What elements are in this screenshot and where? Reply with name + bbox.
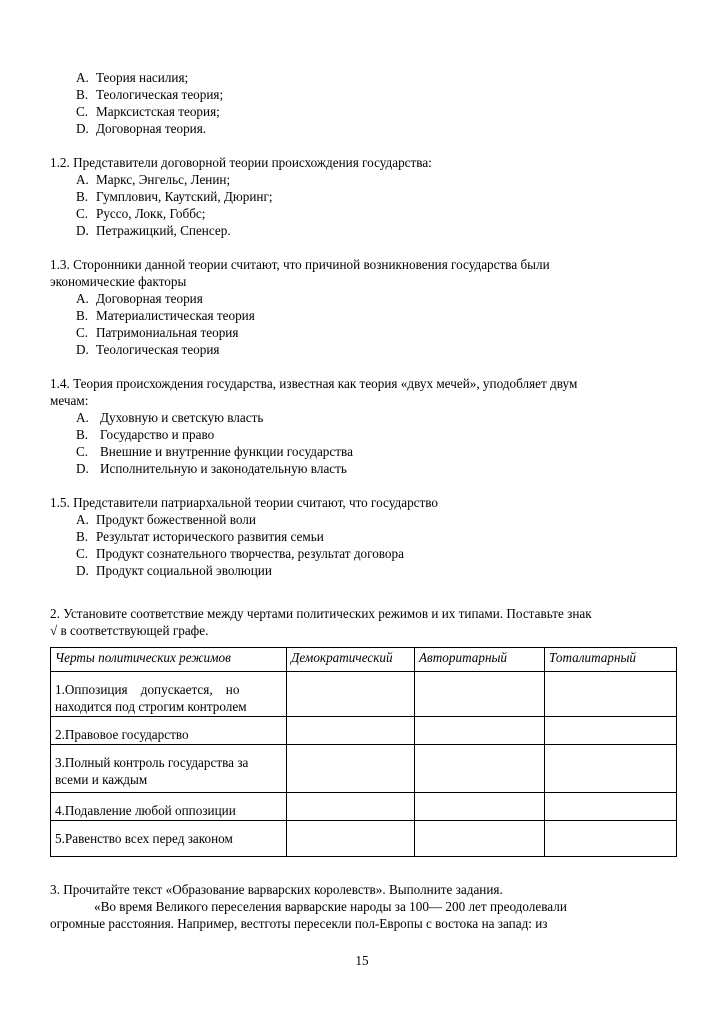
option-letter: D. [76,461,89,476]
cell-text: 5.Равенство всех перед законом [55,831,233,846]
matching-table [50,647,677,857]
cell-text: 3.Полный контроль государства за [55,755,249,770]
table-row [51,745,677,793]
option-text: Продукт социальной эволюции [96,563,272,578]
table-row [51,793,677,821]
cell-text: 2.Правовое государство [55,727,189,742]
paragraph-text: огромные расстояния. Например, вестготы пересекли пол-Европы с востока на запад: из [50,916,548,931]
table-row [51,821,677,857]
answer-cell[interactable] [545,821,677,857]
option-text: Руссо, Локк, Гоббс; [96,206,206,221]
option-text: Государство и право [100,427,215,442]
option-letter: A. [76,172,89,187]
question-text: 2. Установите соответствие между чертами политических режимов и их типами. Поставьте знак [50,606,592,621]
paragraph-text: «Во время Великого переселения варварские народы за 100— 200 лет преодолевали [94,899,567,914]
table-cell-criterion [51,717,287,745]
cell-text: 1.Оппозиция допускается, но [55,682,240,697]
answer-cell[interactable] [545,672,677,717]
answer-cell[interactable] [287,821,415,857]
table-cell-criterion [51,821,287,857]
table-cell-criterion [51,793,287,821]
option-text: Материалистическая теория [96,308,255,323]
question-text: экономические факторы [50,274,187,289]
option-letter: A. [76,70,89,85]
table-row [51,717,677,745]
table-header-cell: Тоталитарный [545,648,677,672]
option-letter: A. [76,410,89,425]
option-letter: D. [76,342,89,357]
table-header-row [51,648,677,672]
table-cell-criterion [51,672,287,717]
question-text: 3. Прочитайте текст «Образование варварских королевств». Выполните задания. [50,882,503,897]
question-text: 1.3. Сторонники данной теории считают, что причиной возникновения государства были [50,257,550,272]
option-letter: C. [76,104,89,119]
answer-cell[interactable] [545,745,677,793]
page-number: 15 [355,953,369,968]
question-text: 1.2. Представители договорной теории происхождения государства: [50,155,432,170]
answer-cell[interactable] [287,745,415,793]
option-letter: A. [76,512,89,527]
option-letter: B. [76,87,89,102]
option-letter: D. [76,121,89,136]
option-letter: C. [76,325,89,340]
table-row [51,672,677,717]
option-letter: B. [76,427,89,442]
table-header-cell: Авторитарный [415,648,545,672]
option-text: Теория насилия; [96,70,189,85]
answer-cell[interactable] [415,821,545,857]
option-text: Договорная теория. [96,121,207,136]
answer-cell[interactable] [415,717,545,745]
answer-cell[interactable] [415,793,545,821]
answer-cell[interactable] [287,672,415,717]
option-text: Теологическая теория [96,342,220,357]
option-text: Договорная теория [96,291,203,306]
cell-text: всеми и каждым [55,772,148,787]
cell-text: 4.Подавление любой оппозиции [55,803,236,818]
answer-cell[interactable] [287,717,415,745]
answer-cell[interactable] [545,793,677,821]
question-text: 1.5. Представители патриархальной теории считают, что государство [50,495,439,510]
option-letter: D. [76,563,89,578]
option-letter: B. [76,189,89,204]
option-text: Продукт божественной воли [96,512,256,527]
option-letter: A. [76,291,89,306]
option-text: Марксистская теория; [96,104,220,119]
cell-text: находится под строгим контролем [55,699,247,714]
answer-cell[interactable] [287,793,415,821]
question-text: √ в соответствующей графе. [50,623,209,638]
answer-cell[interactable] [415,672,545,717]
option-text: Духовную и светскую власть [100,410,264,425]
option-text: Теологическая теория; [96,87,224,102]
answer-cell[interactable] [415,745,545,793]
option-text: Результат исторического развития семьи [96,529,324,544]
option-letter: C. [76,546,89,561]
option-text: Внешние и внутренние функции государства [100,444,353,459]
option-letter: D. [76,223,89,238]
table-header-cell: Черты политических режимов [51,648,287,672]
option-letter: C. [76,444,89,459]
option-text: Петражицкий, Спенсер. [96,223,231,238]
option-text: Исполнительную и законодательную власть [100,461,347,476]
option-letter: B. [76,529,89,544]
option-text: Маркс, Энгельс, Ленин; [96,172,231,187]
option-letter: B. [76,308,89,323]
option-text: Гумплович, Каутский, Дюринг; [96,189,273,204]
table-cell-criterion [51,745,287,793]
option-letter: C. [76,206,89,221]
answer-cell[interactable] [545,717,677,745]
question-text: 1.4. Теория происхождения государства, известная как теория «двух мечей», уподобляет двум [50,376,578,391]
option-text: Продукт сознательного творчества, результат договора [96,546,404,561]
table-header-cell: Демократический [287,648,415,672]
question-text: мечам: [50,393,89,408]
option-text: Патримониальная теория [96,325,239,340]
